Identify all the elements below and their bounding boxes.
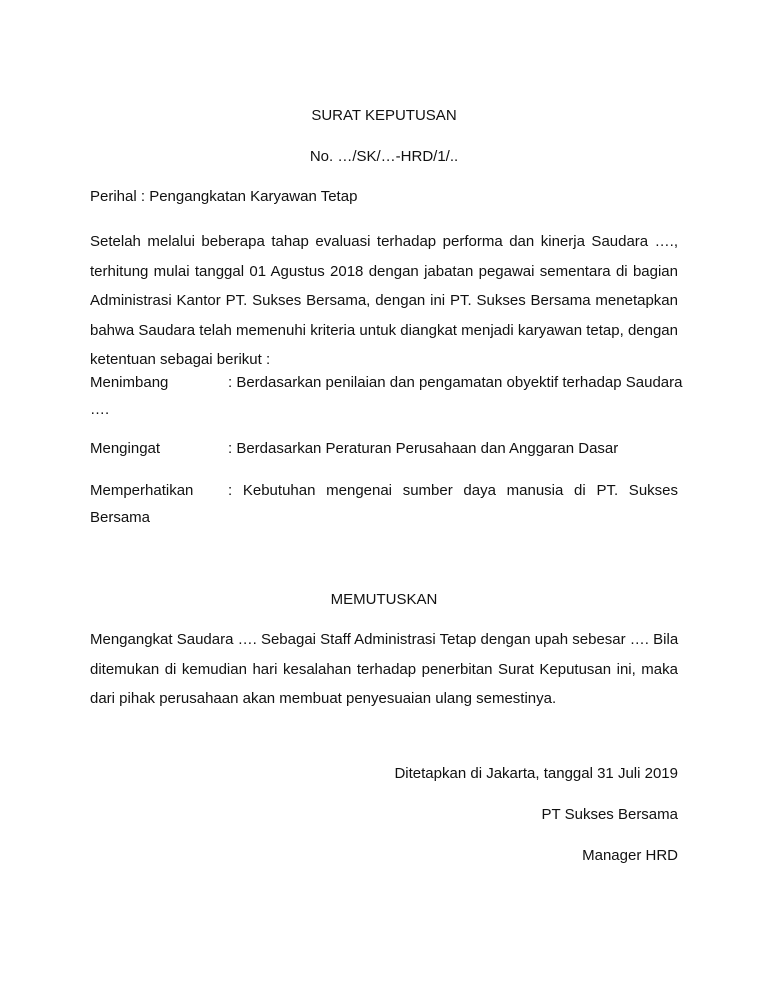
intro-line: bahwa Saudara telah memenuhi kriteria untuk diangkat menjadi karyawan tetap, dengan xyxy=(90,321,678,339)
decision-line: dari pihak perusahaan akan membuat penyesuaian ulang semestinya. xyxy=(90,690,557,707)
decision-line: ditemukan di kemudian hari kesalahan terhadap penerbitan Surat Keputusan ini, maka xyxy=(90,660,678,678)
signature-place-date: Ditetapkan di Jakarta, tanggal 31 Juli 2019 xyxy=(394,765,678,782)
decision-line: Mengangkat Saudara …. Sebagai Staff Administrasi Tetap dengan upah sebesar …. Bila xyxy=(90,631,679,648)
memperhatikan-label: Memperhatikan xyxy=(90,482,194,499)
intro-line: ketentuan sebagai berikut : xyxy=(90,351,271,368)
intro-paragraph xyxy=(90,227,678,375)
signature-position: Manager HRD xyxy=(582,847,678,864)
decision-heading: MEMUTUSKAN xyxy=(330,591,438,608)
document-number: No. …/SK/…-HRD/1/.. xyxy=(309,148,459,165)
document-title: SURAT KEPUTUSAN xyxy=(311,107,457,124)
decision-paragraph xyxy=(90,625,678,714)
intro-line: Setelah melalui beberapa tahap evaluasi terhadap performa dan kinerja Saudara …., xyxy=(90,233,678,250)
menimbang-continuation: …. xyxy=(90,401,110,418)
subject-line: Perihal : Pengangkatan Karyawan Tetap xyxy=(90,188,358,205)
menimbang-value: : Berdasarkan penilaian dan pengamatan obyektif terhadap Saudara xyxy=(228,374,683,391)
menimbang-label: Menimbang xyxy=(90,374,169,391)
signature-company: PT Sukses Bersama xyxy=(541,806,678,823)
intro-line: Administrasi Kantor PT. Sukses Bersama, dengan ini PT. Sukses Bersama menetapkan xyxy=(90,292,678,309)
mengingat-label: Mengingat xyxy=(90,440,161,457)
memperhatikan-continuation: Bersama xyxy=(90,509,151,526)
intro-line: terhitung mulai tanggal 01 Agustus 2018 dengan jabatan pegawai sementara di bagian xyxy=(90,262,678,280)
mengingat-value: : Berdasarkan Peraturan Perusahaan dan Anggaran Dasar xyxy=(228,440,619,457)
memperhatikan-value: : Kebutuhan mengenai sumber daya manusia di PT. Sukses xyxy=(228,482,678,499)
